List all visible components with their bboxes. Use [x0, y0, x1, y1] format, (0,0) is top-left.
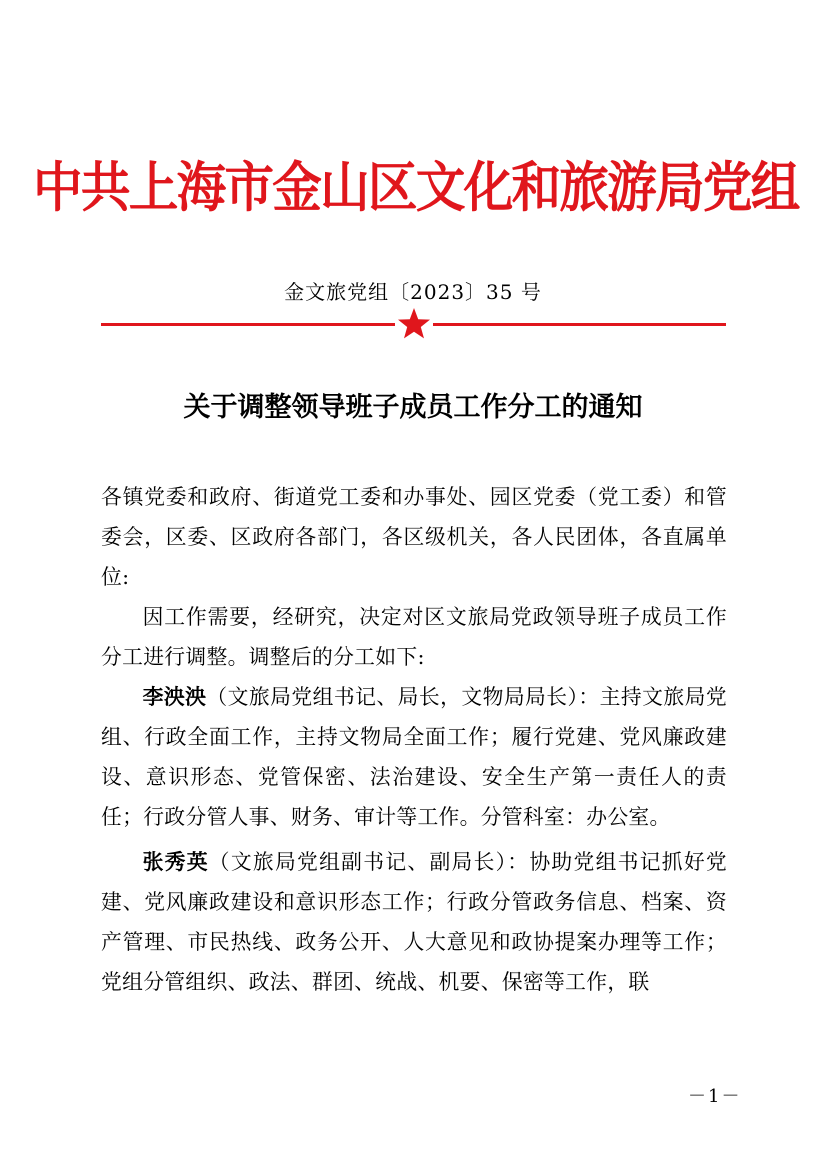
document-number: 金文旅党组〔2023〕35 号: [284, 280, 542, 304]
recipients-paragraph: 各镇党委和政府、街道党工委和办事处、园区党委（党工委）和管委会，区委、区政府各部门，各区级机关，各人民团体，各直属单位:: [101, 485, 727, 589]
intro-paragraph: 因工作需要，经研究，决定对区文旅局党政领导班子成员工作分工进行调整。调整后的分工如下:: [101, 605, 727, 669]
member-name: 张秀英: [142, 849, 209, 874]
red-divider-left: [101, 323, 395, 326]
member-duties: （文旅局党组书记、局长，文物局局长）：主持文旅局党组、行政全面工作，主持文物局全面工作；履行党建、党风廉政建设、意识形态、党管保密、法治建设、安全生产第一责任人的责任；行政分管人事、财务、审计等工作。分管科室：办公室。: [101, 685, 727, 829]
page-number: －1－: [688, 1086, 742, 1107]
member-paragraph: [101, 677, 727, 837]
member-paragraph: [101, 842, 727, 1002]
notice-body: [101, 477, 727, 1002]
member-name: 李泱泱: [142, 684, 207, 709]
red-divider-right: [433, 323, 726, 326]
member-duties: （文旅局党组副书记、副局长）：协助党组书记抓好党建、党风廉政建设和意识形态工作；行政分管政务信息、档案、资产管理、市民热线、政务公开、人大意见和政协提案办理等工作；党组分管组织、政法、群团、统战、机要、保密等工作，联: [101, 850, 727, 994]
notice-title: 关于调整领导班子成员工作分工的通知: [183, 392, 643, 423]
star-icon: [396, 306, 432, 342]
issuing-organization-header: 中共上海市金山区文化和旅游局党组: [33, 155, 799, 219]
